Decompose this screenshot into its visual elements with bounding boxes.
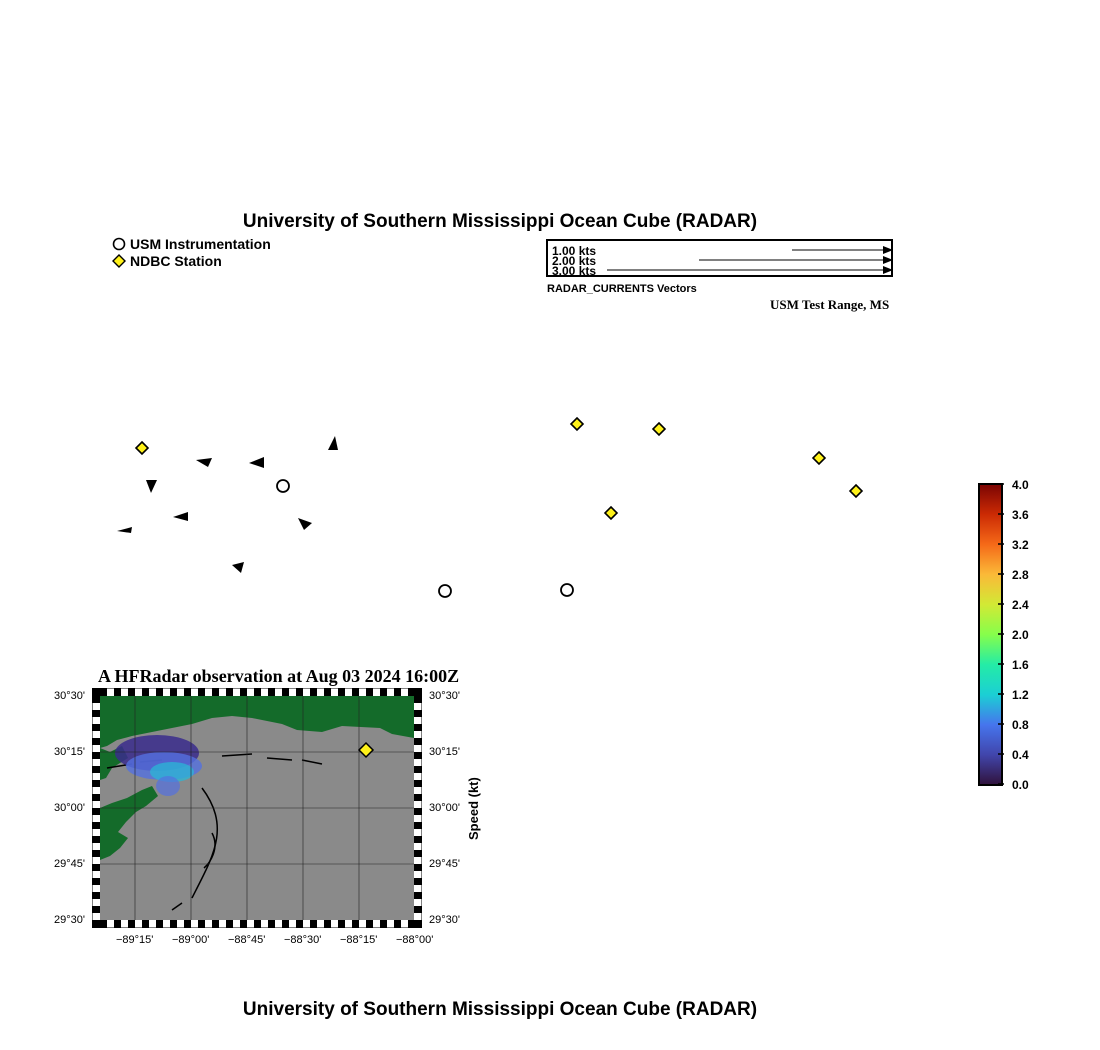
vector-scale-caption: RADAR_CURRENTS Vectors <box>547 283 697 295</box>
current-vector <box>146 480 157 493</box>
colorbar-label: Speed (kt) <box>466 777 481 840</box>
colorbar-tick: 2.4 <box>1012 598 1029 612</box>
lat-label-right: 30°00' <box>429 802 460 814</box>
lat-label-right: 30°15' <box>429 746 460 758</box>
lat-label-left: 29°45' <box>54 858 85 870</box>
ndbc-station-marker <box>136 442 148 454</box>
page-title: University of Southern Mississippi Ocean Cube (RADAR) <box>242 211 758 232</box>
lat-label-left: 30°30' <box>54 690 85 702</box>
colorbar-tick: 3.6 <box>1012 508 1029 522</box>
current-vector <box>328 436 338 450</box>
colorbar-tick: 4.0 <box>1012 478 1029 492</box>
usm-instrument-marker <box>561 584 573 596</box>
current-vector <box>173 512 188 521</box>
lon-label: −88°30' <box>284 934 322 946</box>
colorbar-tick: 3.2 <box>1012 538 1029 552</box>
usm-instrument-marker <box>277 480 289 492</box>
ndbc-station-marker <box>571 418 583 430</box>
speed-colorbar <box>978 483 1004 787</box>
current-vector <box>249 457 264 468</box>
legend-label: USM Instrumentation <box>130 236 271 252</box>
colorbar-tick: 2.8 <box>1012 568 1029 582</box>
ndbc-station-marker <box>605 507 617 519</box>
lon-label: −89°00' <box>172 934 210 946</box>
inset-map <box>92 688 422 928</box>
lat-label-right: 30°30' <box>429 690 460 702</box>
scale-label-3: 3.00 kts <box>552 264 597 278</box>
scale-label-2: 2.00 kts <box>552 254 597 268</box>
colorbar-tick: 1.6 <box>1012 658 1029 672</box>
current-vector <box>232 562 244 573</box>
lon-label: −88°45' <box>228 934 266 946</box>
overlay-title: A HFRadar observation at Aug 03 2024 16:00Z <box>98 666 460 686</box>
current-vector <box>298 518 312 530</box>
lat-label-left: 30°15' <box>54 746 85 758</box>
colorbar-tick: 1.2 <box>1012 688 1029 702</box>
colorbar-tick: 0.8 <box>1012 718 1029 732</box>
scale-label-1: 1.00 kts <box>552 244 597 258</box>
radar-speed-field <box>156 776 180 796</box>
usm-instrument-marker <box>439 585 451 597</box>
lat-label-left: 29°30' <box>54 914 85 926</box>
current-vector <box>196 458 212 467</box>
lon-label: −89°15' <box>116 934 154 946</box>
colorbar-ticks <box>1012 478 1072 798</box>
ndbc-station-marker <box>850 485 862 497</box>
ndbc-station-marker <box>653 423 665 435</box>
lat-label-right: 29°45' <box>429 858 460 870</box>
lat-label-right: 29°30' <box>429 914 460 926</box>
lon-label: −88°15' <box>340 934 378 946</box>
colorbar-tick: 0.4 <box>1012 748 1029 762</box>
current-vector <box>117 527 132 533</box>
colorbar-tick: 2.0 <box>1012 628 1029 642</box>
location-label: USM Test Range, MS <box>770 297 890 312</box>
lon-label: −88°00' <box>396 934 434 946</box>
colorbar-tick: 0.0 <box>1012 778 1029 792</box>
page-title-bottom: University of Southern Mississippi Ocean Cube (RADAR) <box>242 999 758 1020</box>
lat-label-left: 30°00' <box>54 802 85 814</box>
legend-label: NDBC Station <box>130 253 222 269</box>
ndbc-station-marker <box>813 452 825 464</box>
